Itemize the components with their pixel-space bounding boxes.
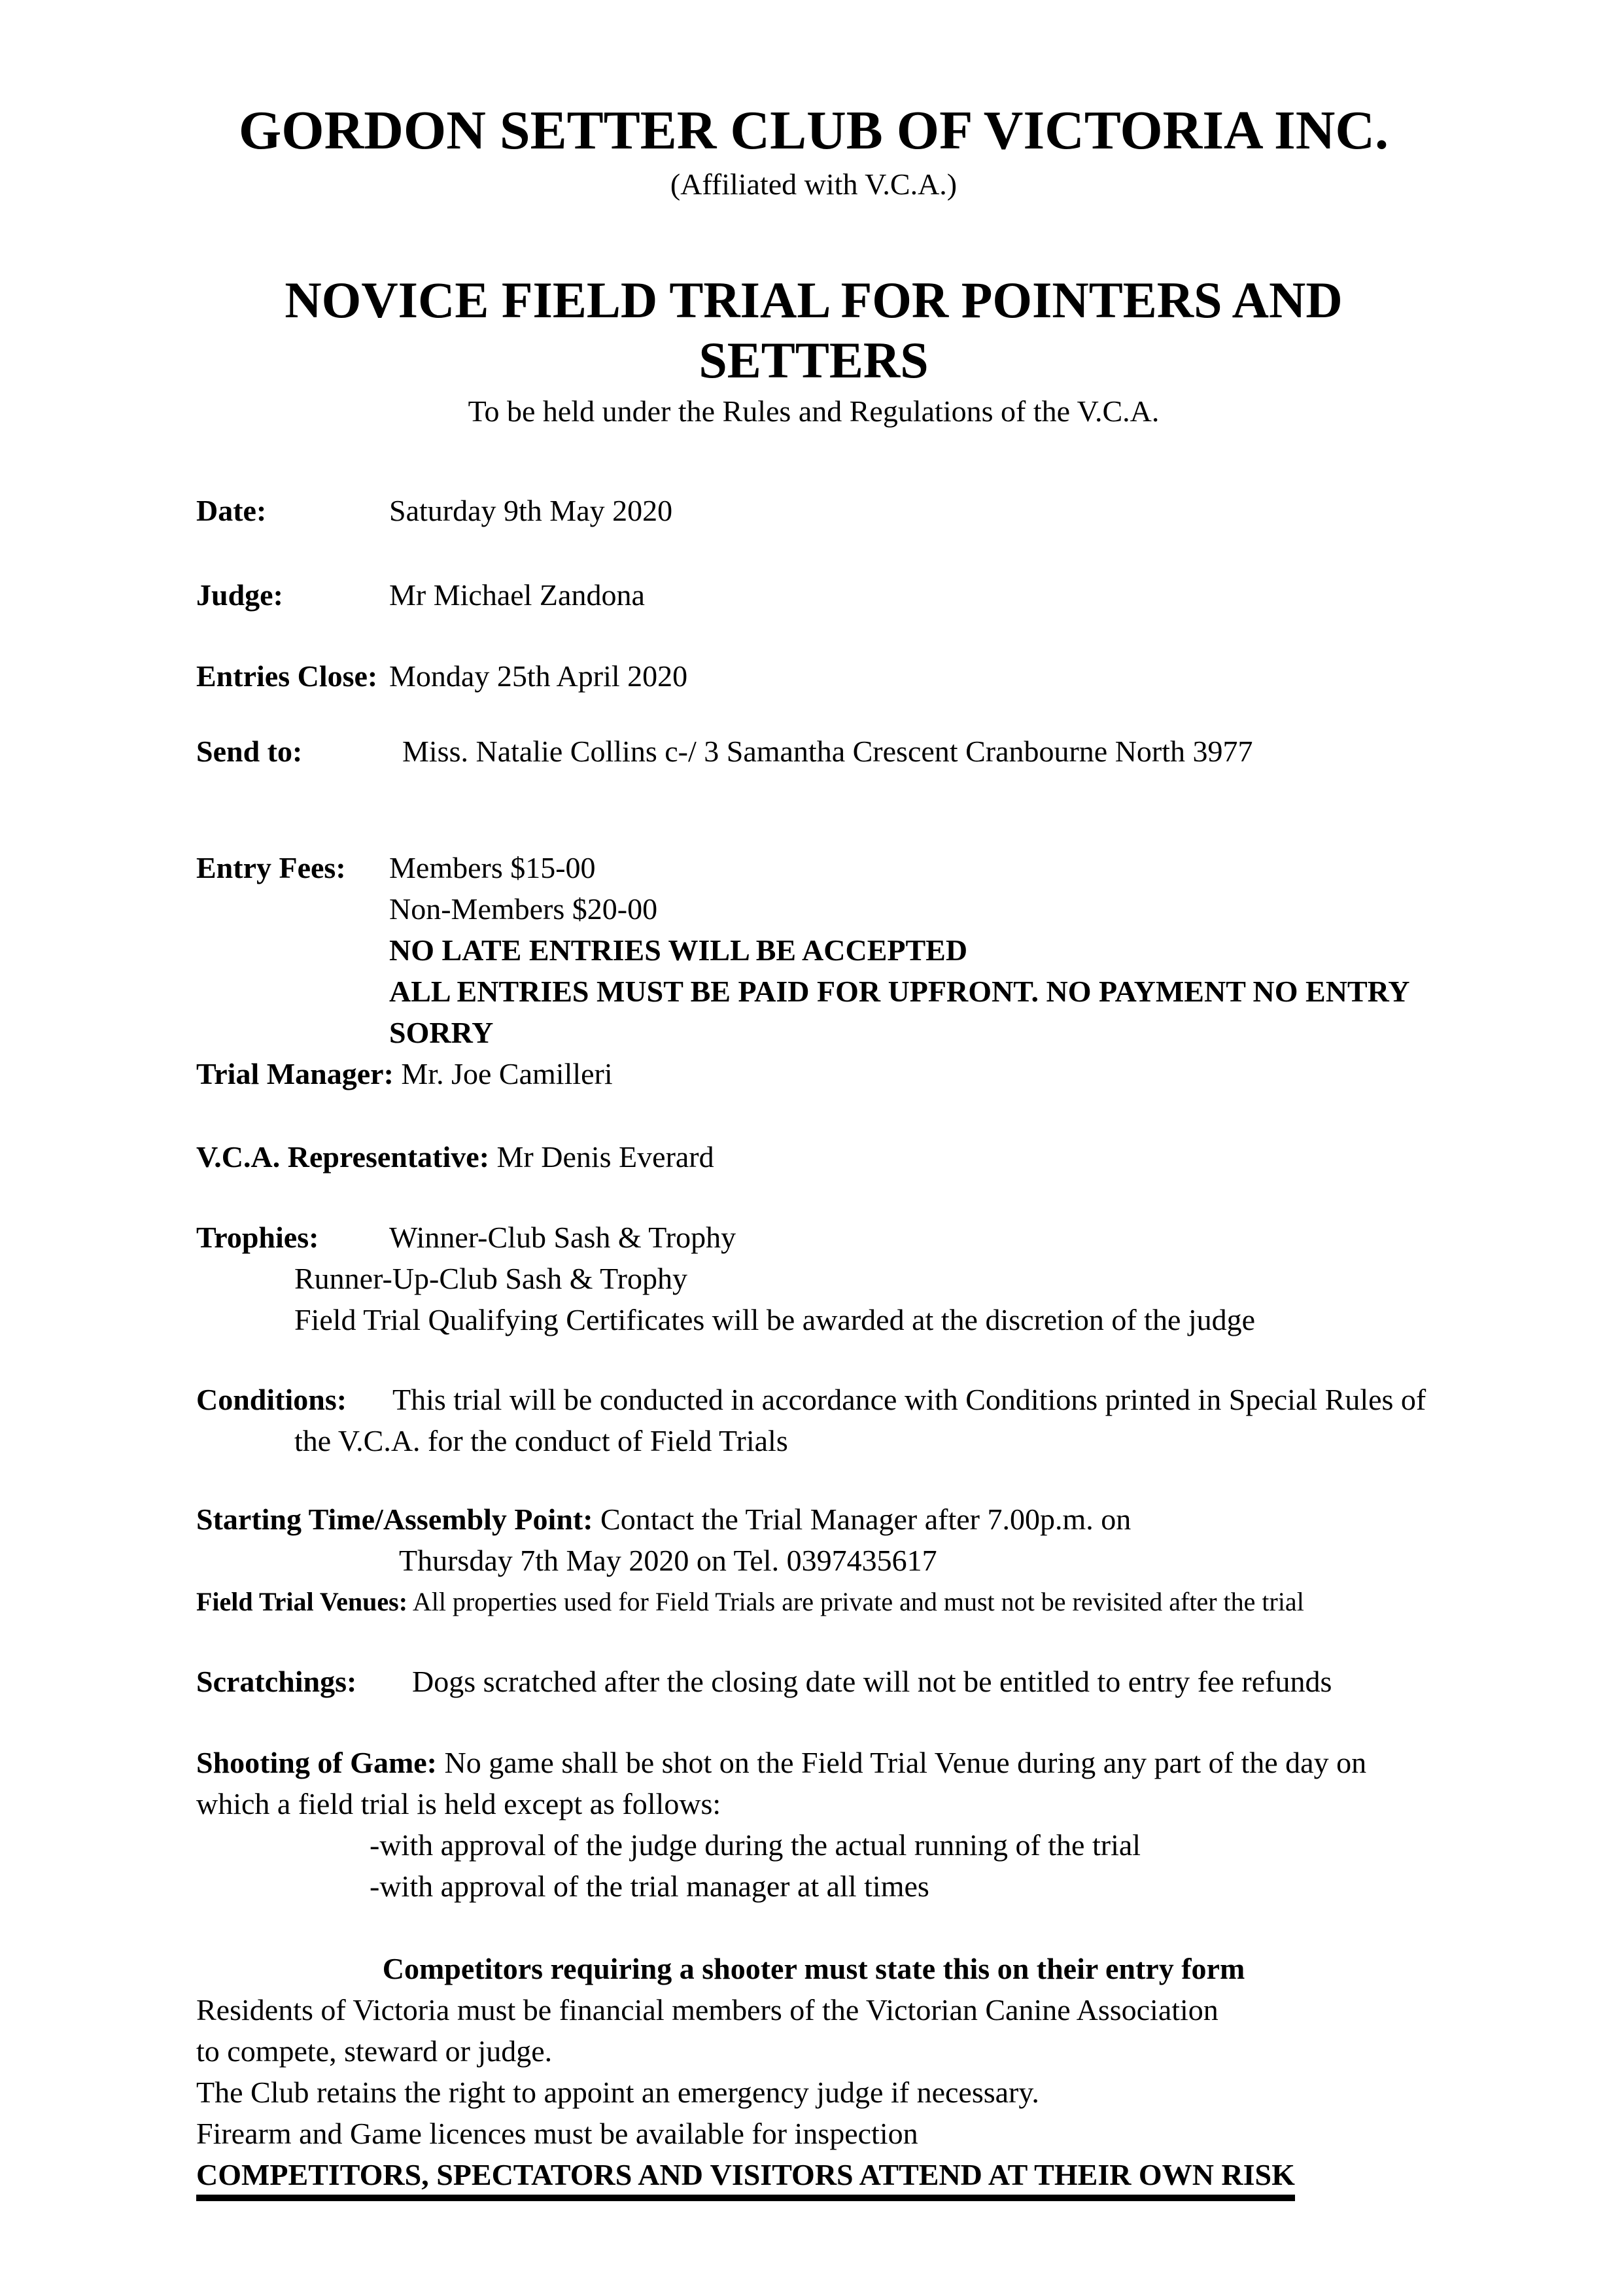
trophies-row [196,1217,1431,1258]
entry-fees-values [389,847,1409,1053]
trophies-certificates: Field Trial Qualifying Certificates will be awarded at the discretion of the judge [294,1303,1256,1336]
trophies-label: Trophies: [196,1221,319,1254]
field-trial-venues-row [196,1581,1431,1622]
residents-note-line2: to compete, steward or judge. [196,2034,553,2068]
document-body [196,490,1431,2201]
shooting-of-game-block [196,1742,1431,1907]
shooting-of-game-line2: which a field trial is held except as follows: [196,1787,721,1820]
shooting-approval-judge: -with approval of the judge during the actual running of the trial [370,1828,1141,1862]
shooting-approval-manager: -with approval of the trial manager at all times [370,1870,929,1903]
trophies-winner: Winner-Club Sash & Trophy [389,1221,736,1254]
affiliation-subtitle: (Affiliated with V.C.A.) [670,167,958,201]
vca-representative-row [196,1136,1431,1177]
conditions-label: Conditions: [196,1383,347,1416]
conditions-line2: the V.C.A. for the conduct of Field Trials [294,1424,788,1457]
starting-time-line2: Thursday 7th May 2020 on Tel. 0397435617 [399,1544,937,1577]
shooter-notice: Competitors requiring a shooter must state this on their entry form [382,1952,1245,1985]
entry-fees-paid-upfront: ALL ENTRIES MUST BE PAID FOR UPFRONT. NO PAYMENT NO ENTRY [389,975,1410,1008]
vca-representative-label: V.C.A. Representative: [196,1140,490,1174]
starting-time-label: Starting Time/Assembly Point: [196,1503,593,1536]
risk-warning-text: COMPETITORS, SPECTATORS AND VISITORS ATTEND AT THEIR OWN RISK [196,2157,1295,2201]
date-value: Saturday 9th May 2020 [389,494,673,527]
conditions-block [196,1379,1431,1461]
entries-close-row [196,655,1431,697]
entries-close-label: Entries Close: [196,659,378,693]
entry-fees-label: Entry Fees: [196,851,346,884]
event-subtitle: To be held under the Rules and Regulations of the V.C.A. [468,394,1160,428]
judge-row [196,574,1431,616]
shooting-of-game-line1: No game shall be shot on the Field Trial Venue during any part of the day on [444,1746,1367,1779]
vca-representative-value: Mr Denis Everard [496,1140,714,1174]
entry-fees-members: Members $15-00 [389,851,596,884]
conditions-row [196,1379,1431,1420]
entry-fees-no-late: NO LATE ENTRIES WILL BE ACCEPTED [389,933,968,967]
send-to-row [196,731,1431,772]
judge-value: Mr Michael Zandona [389,578,645,612]
starting-time-line1: Contact the Trial Manager after 7.00p.m. on [600,1503,1132,1536]
shooting-of-game-label: Shooting of Game: [196,1746,437,1779]
emergency-judge-note: The Club retains the right to appoint an emergency judge if necessary. [196,2076,1039,2109]
trial-manager-value: Mr. Joe Camilleri [401,1057,613,1090]
trophies-block [196,1217,1431,1340]
field-trial-venues-value: All properties used for Field Trials are private and must not be revisited after the trial [412,1587,1304,1616]
starting-time-row [196,1499,1431,1540]
entry-fees-row [196,847,1431,1053]
residents-note-line1: Residents of Victoria must be financial members of the Victorian Canine Association [196,1993,1218,2026]
scratchings-row [196,1661,1431,1702]
conditions-line1: This trial will be conducted in accordance with Conditions printed in Special Rules of [392,1383,1426,1416]
entry-fees-non-members: Non-Members $20-00 [389,892,658,926]
club-name-title: GORDON SETTER CLUB OF VICTORIA INC. [238,100,1389,161]
scratchings-value: Dogs scratched after the closing date will not be entitled to entry fee refunds [412,1665,1332,1698]
firearm-licence-note: Firearm and Game licences must be available for inspection [196,2117,918,2150]
date-row [196,490,1431,531]
risk-warning-row [196,2154,1431,2201]
send-to-value: Miss. Natalie Collins c-/ 3 Samantha Crescent Cranbourne North 3977 [402,735,1253,768]
send-to-label: Send to: [196,735,303,768]
shooting-of-game-row [196,1742,1431,1783]
starting-time-block [196,1499,1431,1581]
scratchings-label: Scratchings: [196,1665,357,1698]
event-title: NOVICE FIELD TRIAL FOR POINTERS AND SETTERS [285,271,1343,389]
entries-close-value: Monday 25th April 2020 [389,659,688,693]
entry-fees-sorry: SORRY [389,1016,494,1049]
trophies-runner-up: Runner-Up-Club Sash & Trophy [294,1262,687,1295]
date-label: Date: [196,494,267,527]
field-trial-venues-label: Field Trial Venues: [196,1587,408,1616]
trial-manager-row [196,1053,1431,1094]
trial-manager-label: Trial Manager: [196,1057,394,1090]
judge-label: Judge: [196,578,283,612]
